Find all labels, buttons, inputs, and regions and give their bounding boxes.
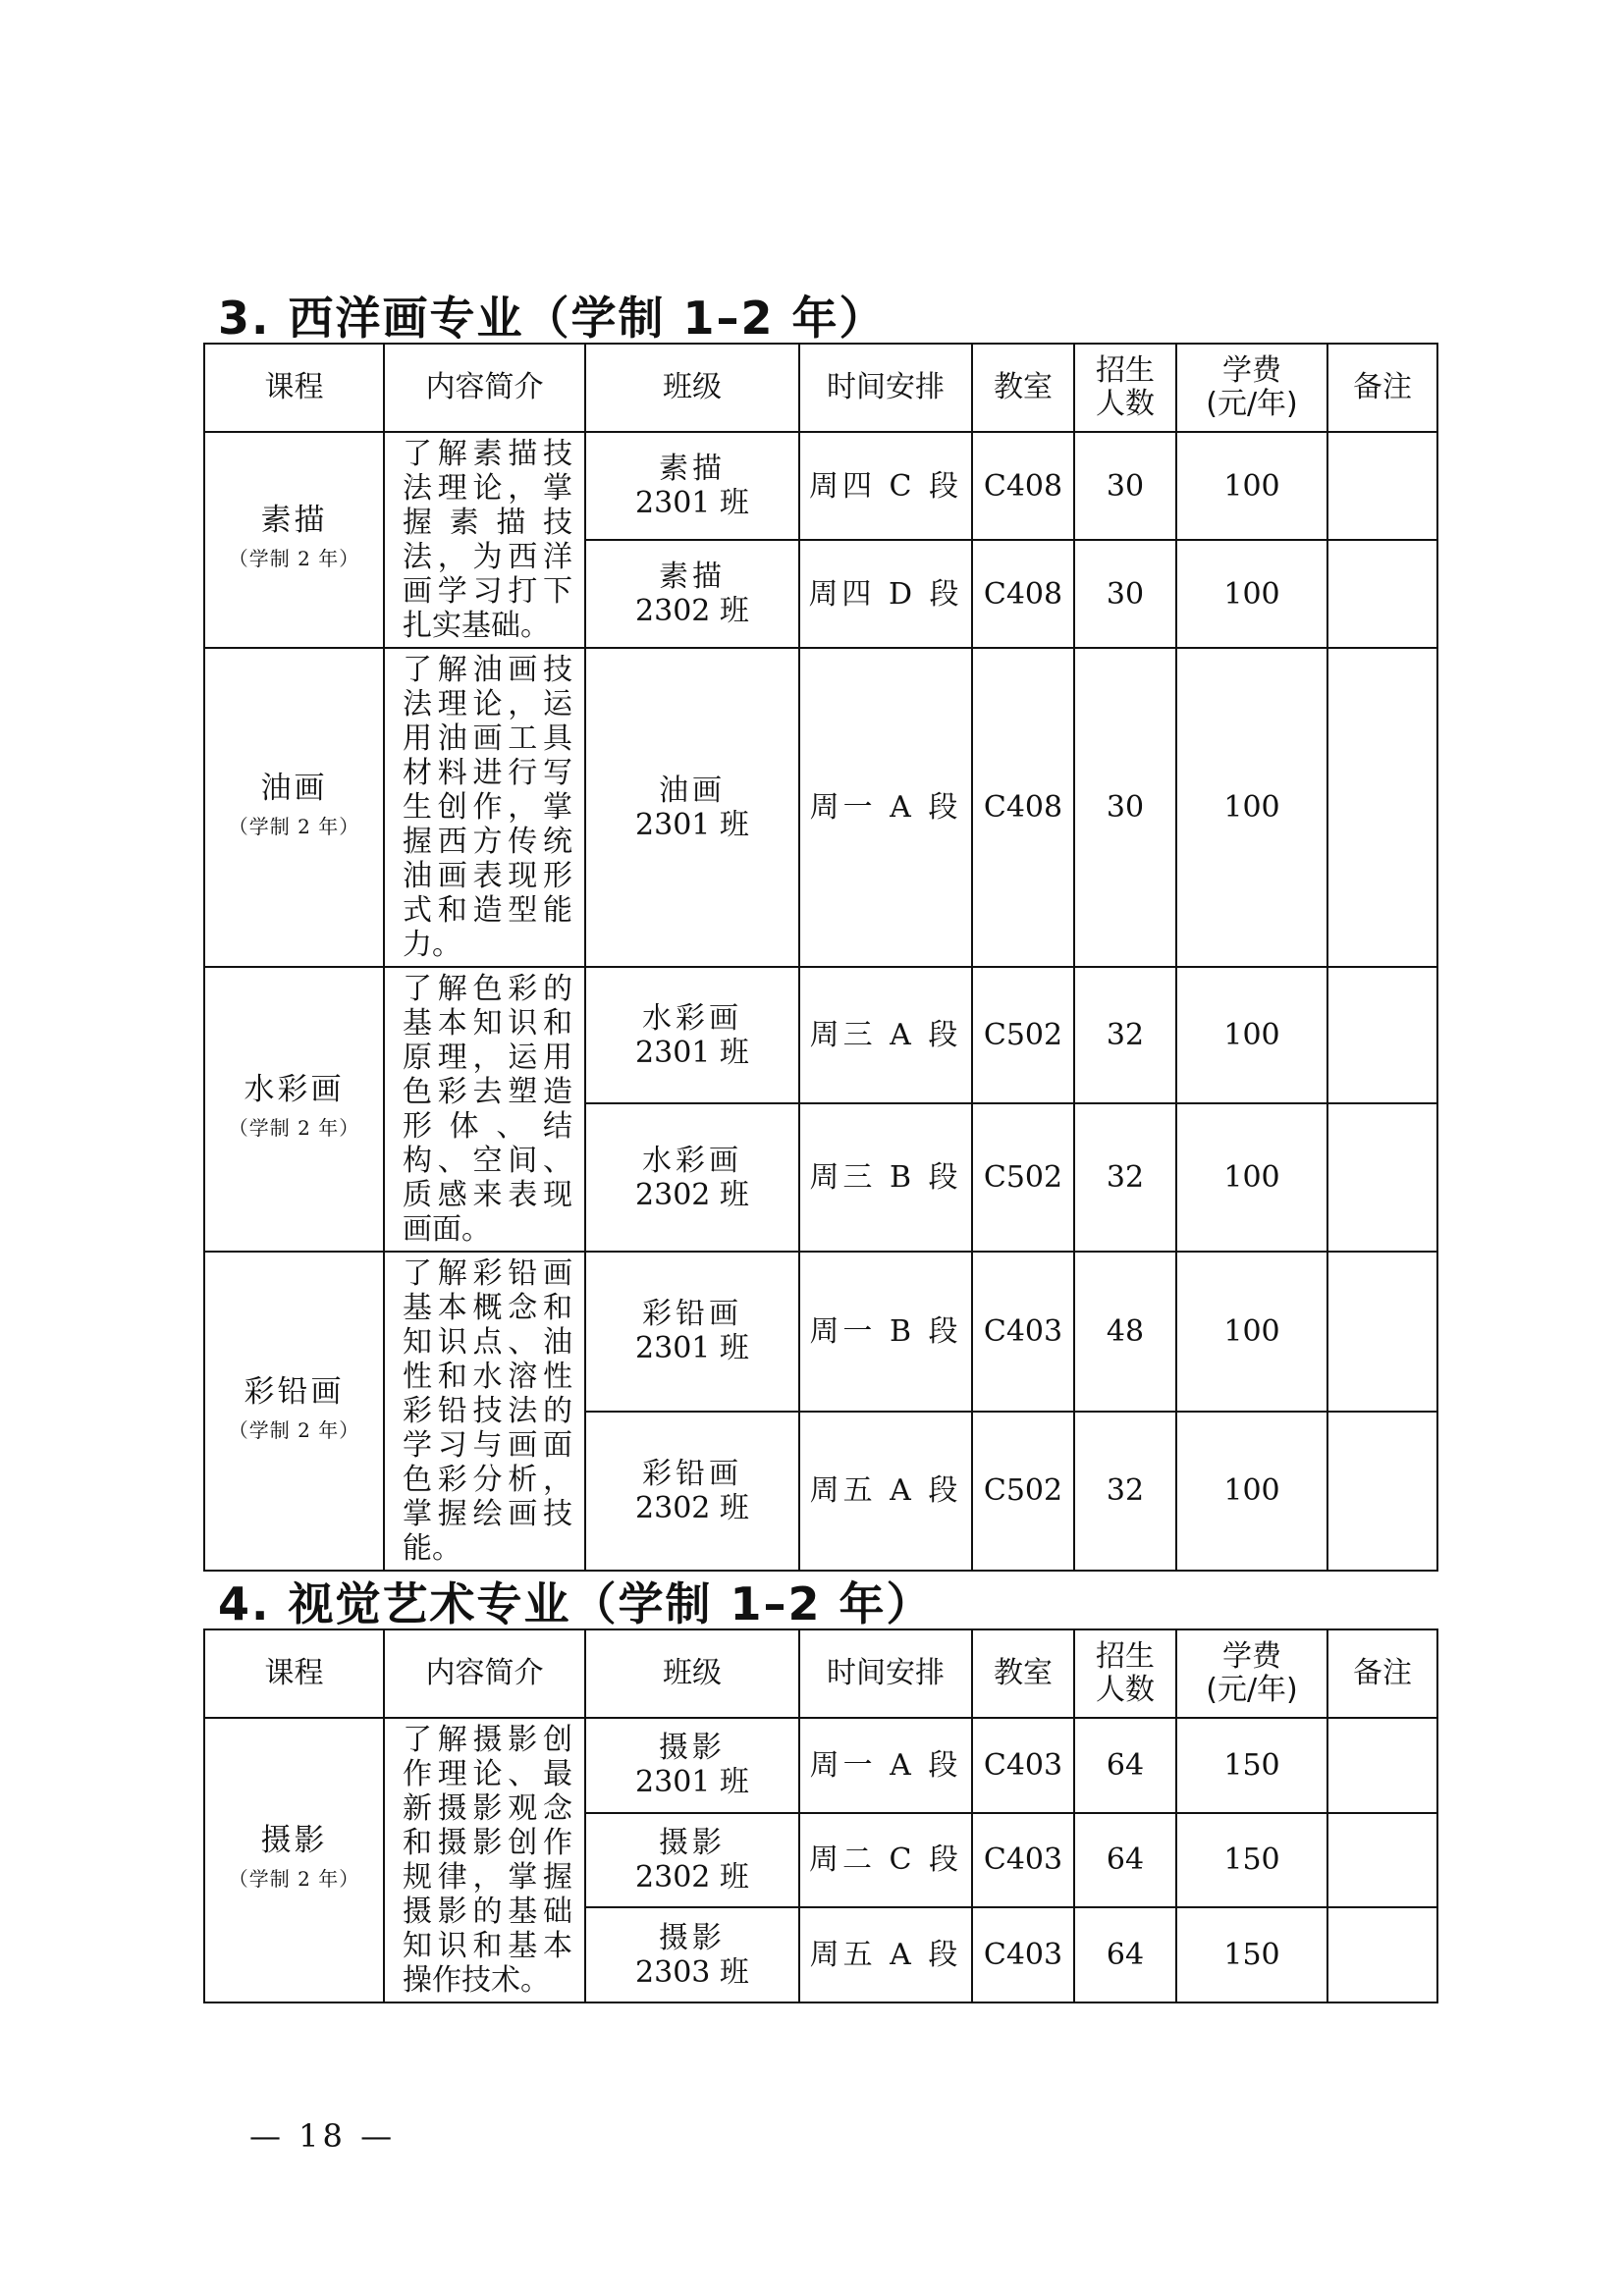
fee-cell: 100 [1176,540,1327,648]
section-title: 4. 视觉艺术专业（学制 1–2 年） [218,1577,934,1630]
table-row [204,648,1437,967]
time-cell: 周三 A 段 [799,967,972,1103]
class-name: 摄影 [659,1920,726,1955]
class-number: 2301 班 [635,1765,749,1800]
course-duration: （学制 2 年） [228,1417,360,1442]
fee-cell: 100 [1176,648,1327,967]
fee-cell: 100 [1176,1412,1327,1572]
header-desc: 内容简介 [384,344,585,432]
time-cell: 周三 B 段 [799,1103,972,1252]
class-name: 水彩画 [642,1143,742,1178]
header-desc: 内容简介 [384,1629,585,1718]
fee-cell: 100 [1176,967,1327,1103]
class-cell [585,1252,799,1412]
course-description: 了解彩铅画基本概念和知识点、油性和水溶性彩铅技法的学习与画面色彩分析，掌握绘画技能。 [384,1252,585,1571]
header-count: 招生 人数 [1074,1629,1176,1718]
time-cell: 周一 B 段 [799,1252,972,1412]
table-header-row [204,344,1437,432]
class-number: 2301 班 [635,1331,749,1366]
header-room: 教室 [972,1629,1074,1718]
room-cell: C403 [972,1813,1074,1908]
enrollment-cell: 64 [1074,1718,1176,1813]
course-cell [204,1252,384,1571]
room-cell: C408 [972,540,1074,648]
remark-cell [1327,1252,1437,1412]
fee-cell: 150 [1176,1718,1327,1813]
header-fee: 学费 (元/年) [1176,1629,1327,1718]
course-duration: （学制 2 年） [228,547,360,570]
time-cell: 周二 C 段 [799,1813,972,1908]
enrollment-cell: 32 [1074,1103,1176,1252]
page-number: — 18 — [249,2117,397,2155]
class-number: 2302 班 [635,1859,749,1895]
course-cell [204,1718,384,2002]
room-cell: C502 [972,967,1074,1103]
course-description: 了解油画技法理论，运用油画工具材料进行写生创作，掌握西方传统油画表现形式和造型能力。 [384,648,585,967]
time-cell: 周一 A 段 [799,648,972,967]
header-remark: 备注 [1327,1629,1437,1718]
time-cell: 周四 D 段 [799,540,972,648]
section-title: 3. 西洋画专业（学制 1–2 年） [218,292,887,345]
enrollment-cell: 64 [1074,1813,1176,1908]
class-name: 摄影 [659,1731,726,1766]
enrollment-cell: 32 [1074,1412,1176,1572]
header-class: 班级 [585,1629,799,1718]
table-body [204,1718,1437,2002]
class-name: 油画 [659,773,726,808]
class-cell [585,967,799,1103]
class-number: 2302 班 [635,1177,749,1212]
enrollment-cell: 32 [1074,967,1176,1103]
time-cell: 周四 C 段 [799,432,972,540]
class-name: 素描 [659,452,726,486]
fee-cell: 100 [1176,432,1327,540]
time-cell: 周一 A 段 [799,1718,972,1813]
remark-cell [1327,648,1437,967]
header-course: 课程 [204,344,384,432]
class-cell [585,1813,799,1908]
course-cell [204,432,384,648]
course-table [203,343,1438,1572]
class-number: 2302 班 [635,594,749,628]
header-time: 时间安排 [799,1629,972,1718]
course-cell [204,648,384,967]
fee-cell: 100 [1176,1252,1327,1412]
course-name: 油画 [260,770,328,806]
header-time: 时间安排 [799,344,972,432]
remark-cell [1327,1103,1437,1252]
class-cell [585,1103,799,1252]
remark-cell [1327,540,1437,648]
class-cell [585,648,799,967]
fee-cell: 100 [1176,1103,1327,1252]
time-cell: 周五 A 段 [799,1907,972,2002]
table-row [204,432,1437,540]
header-class: 班级 [585,344,799,432]
remark-cell [1327,1718,1437,1813]
class-cell [585,540,799,648]
course-name: 彩铅画 [244,1373,345,1410]
course-description: 了解摄影创作理论、最新摄影观念和摄影创作规律，掌握摄影的基础知识和基本操作技术。 [384,1718,585,2002]
remark-cell [1327,1907,1437,2002]
header-course: 课程 [204,1629,384,1718]
header-room: 教室 [972,344,1074,432]
class-number: 2302 班 [635,1490,749,1525]
table-body [204,432,1437,1571]
table-header-row [204,1629,1437,1718]
remark-cell [1327,432,1437,540]
course-name: 摄影 [260,1823,328,1858]
enrollment-cell: 30 [1074,648,1176,967]
class-cell [585,1907,799,2002]
class-name: 素描 [659,560,726,594]
course-name: 素描 [260,503,328,538]
enrollment-cell: 30 [1074,540,1176,648]
enrollment-cell: 48 [1074,1252,1176,1412]
fee-cell: 150 [1176,1813,1327,1908]
room-cell: C408 [972,432,1074,540]
table-row [204,967,1437,1103]
room-cell: C502 [972,1103,1074,1252]
course-cell [204,967,384,1252]
remark-cell [1327,967,1437,1103]
course-duration: （学制 2 年） [228,814,360,838]
class-cell [585,1412,799,1572]
course-duration: （学制 2 年） [228,1867,360,1891]
class-name: 彩铅画 [642,1456,742,1491]
class-number: 2301 班 [635,1035,749,1070]
course-duration: （学制 2 年） [228,1116,360,1140]
class-name: 彩铅画 [642,1297,742,1332]
class-number: 2301 班 [635,807,749,842]
table-row [204,1718,1437,1813]
course-table [203,1629,1438,2003]
room-cell: C502 [972,1412,1074,1572]
course-name: 水彩画 [244,1072,345,1107]
header-count: 招生 人数 [1074,344,1176,432]
course-description: 了解素描技法理论，掌握素描技法，为西洋画学习打下扎实基础。 [384,432,585,648]
class-cell [585,432,799,540]
room-cell: C403 [972,1252,1074,1412]
class-cell [585,1718,799,1813]
room-cell: C403 [972,1907,1074,2002]
table-row [204,1252,1437,1412]
course-description: 了解色彩的基本知识和原理，运用色彩去塑造形体、结构、空间、质感来表现画面。 [384,967,585,1252]
header-remark: 备注 [1327,344,1437,432]
class-number: 2303 班 [635,1954,749,1990]
room-cell: C403 [972,1718,1074,1813]
enrollment-cell: 30 [1074,432,1176,540]
time-cell: 周五 A 段 [799,1412,972,1572]
room-cell: C408 [972,648,1074,967]
class-number: 2301 班 [635,486,749,520]
header-fee: 学费 (元/年) [1176,344,1327,432]
enrollment-cell: 64 [1074,1907,1176,2002]
remark-cell [1327,1412,1437,1572]
class-name: 水彩画 [642,1000,742,1036]
remark-cell [1327,1813,1437,1908]
fee-cell: 150 [1176,1907,1327,2002]
class-name: 摄影 [659,1825,726,1860]
